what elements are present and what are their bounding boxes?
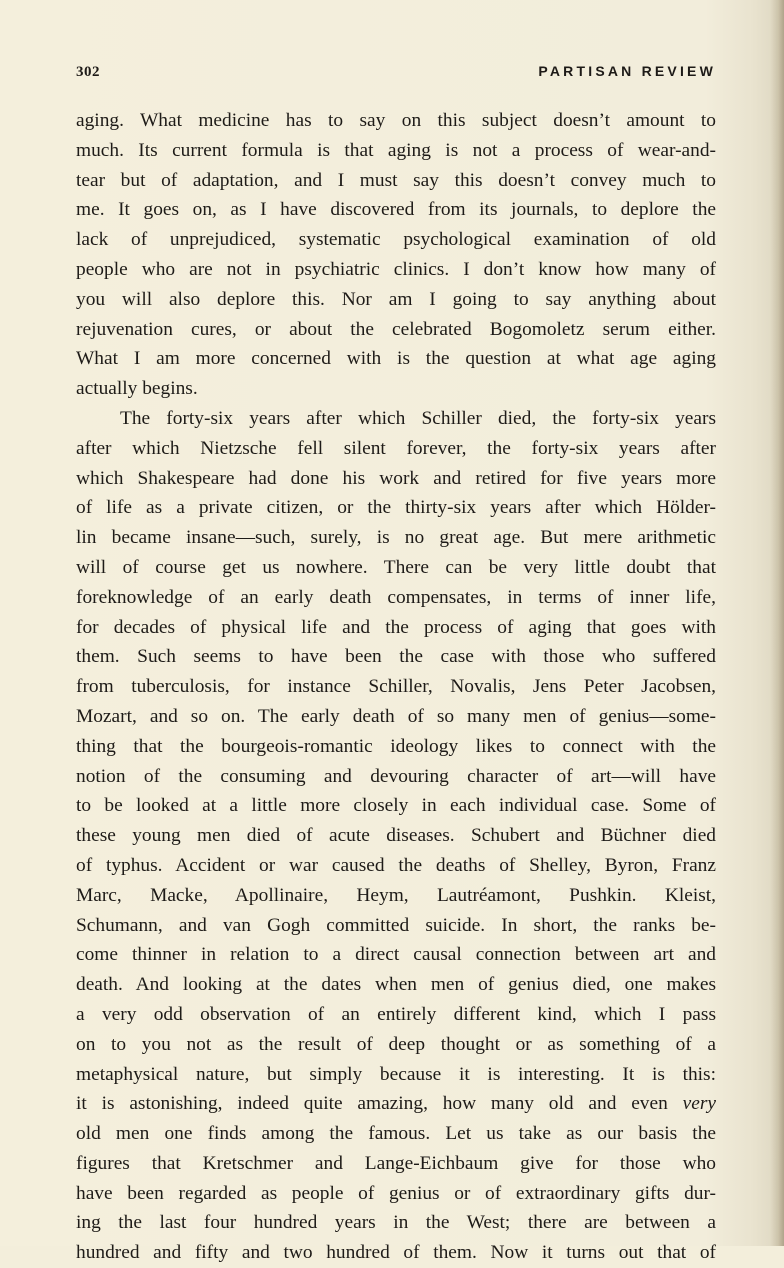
text-line: on to you not as the result of deep thought or as something of a [76,1033,716,1055]
journal-title: PARTISAN REVIEW [538,63,716,79]
text-line: will of course get us nowhere. There can be very little doubt that [76,556,716,578]
text-line: metaphysical nature, but simply because it is interesting. It is this: [76,1063,716,1085]
text-line: tear but of adaptation, and I must say this doesn’t convey much to [76,169,716,191]
text-line: old men one finds among the famous. Let us take as our basis the [76,1123,716,1145]
text-line: aging. What medicine has to say on this subject doesn’t amount to [76,110,716,131]
text-line: Marc, Macke, Apollinaire, Heym, Lautréamont, Pushkin. Kleist, [76,884,716,906]
text-line: come thinner in relation to a direct causal connection between art and [76,944,716,966]
text-line: have been regarded as people of genius or of extraordinary gifts dur- [76,1182,716,1204]
text-line: actually begins. [76,378,198,400]
text-line: lack of unprejudiced, systematic psychological examination of old [76,229,716,251]
text-line: of typhus. Accident or war caused the deaths of Shelley, Byron, Franz [76,854,716,876]
page-edge-shadow [770,0,784,1246]
body-text [76,106,716,1268]
italic-emphasis: very [682,1093,716,1115]
text-line: after which Nietzsche fell silent forever, the forty-six years after [76,437,716,459]
text-line: lin became insane—such, surely, is no great age. But mere arithmetic [76,527,716,549]
page-number: 302 [76,64,100,80]
text-line: these young men died of acute diseases. Schubert and Büchner died [76,825,716,847]
text-line: foreknowledge of an early death compensates, in terms of inner life, [76,586,716,608]
text-line: rejuvenation cures, or about the celebrated Bogomoletz serum either. [76,318,716,340]
text-line: figures that Kretschmer and Lange-Eichbaum give for those who [76,1152,716,1174]
text-line: for decades of physical life and the process of aging that goes with [76,616,716,638]
text-line: a very odd observation of an entirely different kind, which I pass [76,1003,716,1025]
text-line: Mozart, and so on. The early death of so many men of genius—some- [76,705,716,727]
text-line: you will also deplore this. Nor am I going to say anything about [76,288,716,310]
text-line: people who are not in psychiatric clinics. I don’t know how many of [76,258,716,280]
text-line: What I am more concerned with is the question at what age aging [76,348,716,370]
text-line: which Shakespeare had done his work and retired for five years more [76,467,716,489]
text-line: from tuberculosis, for instance Schiller, Novalis, Jens Peter Jacobsen, [76,676,716,698]
text-line: of life as a private citizen, or the thirty-six years after which Hölder- [76,497,716,519]
text-line: thing that the bourgeois-romantic ideology likes to connect with the [76,735,716,757]
text-line: to be looked at a little more closely in each individual case. Some of [76,795,716,817]
text-line: me. It goes on, as I have discovered from its journals, to deplore the [76,199,716,221]
running-header [76,62,716,86]
text-line: Schumann, and van Gogh committed suicide. In short, the ranks be- [76,914,716,936]
text-line: ing the last four hundred years in the West; there are between a [76,1212,716,1234]
text-line: notion of the consuming and devouring character of art—will have [76,765,716,787]
text-line-with-italic [76,1089,716,1119]
text-line: The forty-six years after which Schiller died, the forty-six years [120,407,716,429]
text-line: death. And looking at the dates when men of genius died, one makes [76,974,716,996]
text-line-segment: it is astonishing, indeed quite amazing, how many old and even [76,1093,668,1115]
text-line: much. Its current formula is that aging is not a process of wear-and- [76,139,716,161]
text-line: them. Such seems to have been the case with those who suffered [76,646,716,668]
text-line: hundred and fifty and two hundred of them. Now it turns out that of [76,1242,716,1264]
